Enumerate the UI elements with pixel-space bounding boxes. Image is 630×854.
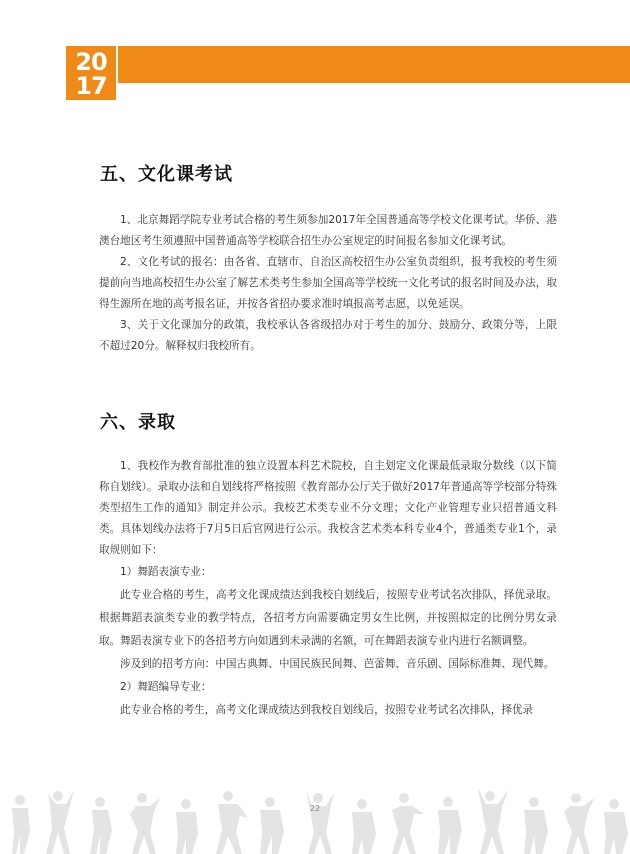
year-badge — [66, 46, 116, 100]
page-number: 22 — [309, 804, 321, 813]
paragraph: 此专业合格的考生，高考文化课成绩达到我校自划线后，按照专业考试名次排队，择优录取。根据舞蹈表演类专业的教学特点，各招考方向需要确定男女生比例，并按照拟定的比例分男女录取。舞蹈表演专业下的各招考方向如遇到未录满的名额，可在舞蹈表演专业内进行名额调整。 — [99, 589, 557, 647]
paragraph: 1、我校作为教育部批准的独立设置本科艺术院校，自主划定文化课最低录取分数线（以下简称自划线）。录取办法和自划线将严格按照《教育部办公厅关于做好2017年普通高等学校部分特殊类型招生工作的通知》制定并公示。我校艺术类专业不分文理；文化产业管理专业只招普通文科类。具体划线办法将于7月5日后官网进行公示。我校含艺术类本科专业4个，普通类专业1个，录取规则如下： — [99, 460, 557, 556]
paragraph: 此专业合格的考生，高考文化课成绩达到我校自划线后，按照专业考试名次排队，择优录 — [120, 704, 534, 716]
section-body-culture-exam — [99, 210, 557, 357]
paragraph: 2）舞蹈编导专业： — [120, 681, 212, 693]
section-title-admission: 六、录取 — [100, 412, 176, 433]
paragraph: 2、文化考试的报名：由各省、直辖市、自治区高校招生办公室负责组织，报考我校的考生须提前向当地高校招生办公室了解艺术类考生参加全国高等学校统一文化考试的报名时间及办法，取得生源所在地的高考报名证，并按各省招办要求准时填报高考志愿，以免延误。 — [99, 256, 557, 310]
paragraph: 1）舞蹈表演专业： — [120, 566, 212, 578]
year-badge-bottom: 17 — [75, 72, 107, 100]
section-title-culture-exam: 五、文化课考试 — [100, 164, 233, 185]
paragraph: 1、北京舞蹈学院专业考试合格的考生须参加2017年全国普通高等学校文化课考试。华侨、港澳台地区考生须遵照中国普通高等学校联合招生办公室规定的时间报名参加文化课考试。 — [99, 214, 557, 247]
paragraph: 3、关于文化课加分的政策，我校承认各省级招办对于考生的加分、鼓励分、政策分等，上限不超过20分。解释权归我校所有。 — [99, 319, 557, 352]
year-badge-top: 20 — [75, 48, 107, 76]
paragraph: 涉及到的招考方向：中国古典舞、中国民族民间舞、芭蕾舞、音乐剧、国际标准舞、现代舞。 — [120, 658, 555, 670]
dancer-silhouettes-decoration — [0, 784, 630, 854]
section-body-admission — [99, 456, 557, 722]
header-bar — [118, 46, 630, 83]
